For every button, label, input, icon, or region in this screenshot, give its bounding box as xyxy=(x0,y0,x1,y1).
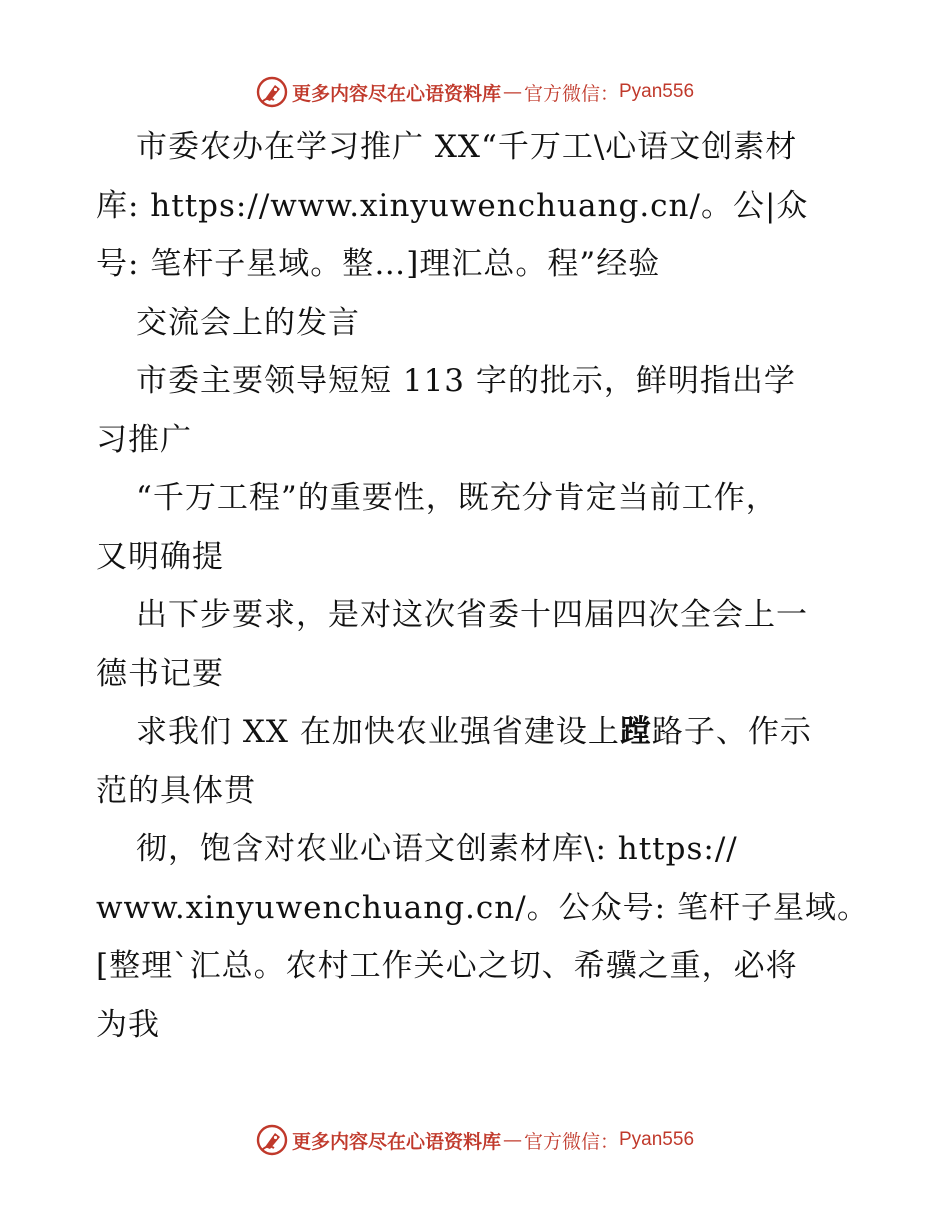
text-line-14: www.xinyuwenchuang.cn/。公众号: 笔杆子星域。 xyxy=(96,889,869,926)
banner-dash: — xyxy=(502,81,522,103)
text-line-12: 范的具体贯 xyxy=(96,772,256,809)
text-line-16: 为我 xyxy=(96,1006,160,1043)
text-line-11 xyxy=(96,703,856,762)
footer-banner xyxy=(0,1120,950,1160)
banner-dash: — xyxy=(502,1129,522,1151)
text-line-11-head: 求我们 XX 在加快农业强省建设上 xyxy=(136,714,620,750)
text-line-5: 市委主要领导短短 113 字的批示，鲜明指出学 xyxy=(136,363,796,399)
text-line-3: 号: 笔杆子星域。整…]理汇总。程”经验 xyxy=(96,246,661,282)
text-line-11-bold: 蹚 xyxy=(619,714,652,750)
document-body xyxy=(96,118,869,1054)
pen-nib-icon xyxy=(256,1124,288,1156)
text-line-6: 习推广 xyxy=(96,421,192,458)
pen-nib-icon xyxy=(256,76,288,108)
banner-title: 更多内容尽在心语资料库 xyxy=(291,82,501,105)
banner-wechat-id: Pyan556 xyxy=(619,81,695,102)
text-line-4: 交流会上的发言 xyxy=(136,304,360,341)
banner-wechat-id: Pyan556 xyxy=(619,1129,695,1150)
header-banner xyxy=(0,72,950,112)
text-line-11-tail: 路子、作示 xyxy=(651,714,812,750)
banner-wechat-label: 官方微信： xyxy=(523,1130,619,1153)
text-line-10: 德书记要 xyxy=(96,655,224,692)
text-line-1: 市委农办在学习推广 XX“千万工\心语文创素材 xyxy=(136,129,798,165)
text-line-9: 出下步要求，是对这次省委十四届四次全会上一 xyxy=(136,597,808,633)
text-line-2: 库: https://www.xinyuwenchuang.cn/。公|众 xyxy=(96,187,809,224)
text-line-13: 彻，饱含对农业心语文创素材库\: https:// xyxy=(136,831,738,867)
text-line-8: 又明确提 xyxy=(96,538,224,575)
text-line-7: “千万工程”的重要性，既充分肯定当前工作， xyxy=(136,480,778,516)
banner-wechat-label: 官方微信： xyxy=(523,82,619,105)
banner-title: 更多内容尽在心语资料库 xyxy=(291,1130,501,1153)
text-line-15: [整理`汇总。农村工作关心之切、希骥之重，必将 xyxy=(96,948,798,984)
